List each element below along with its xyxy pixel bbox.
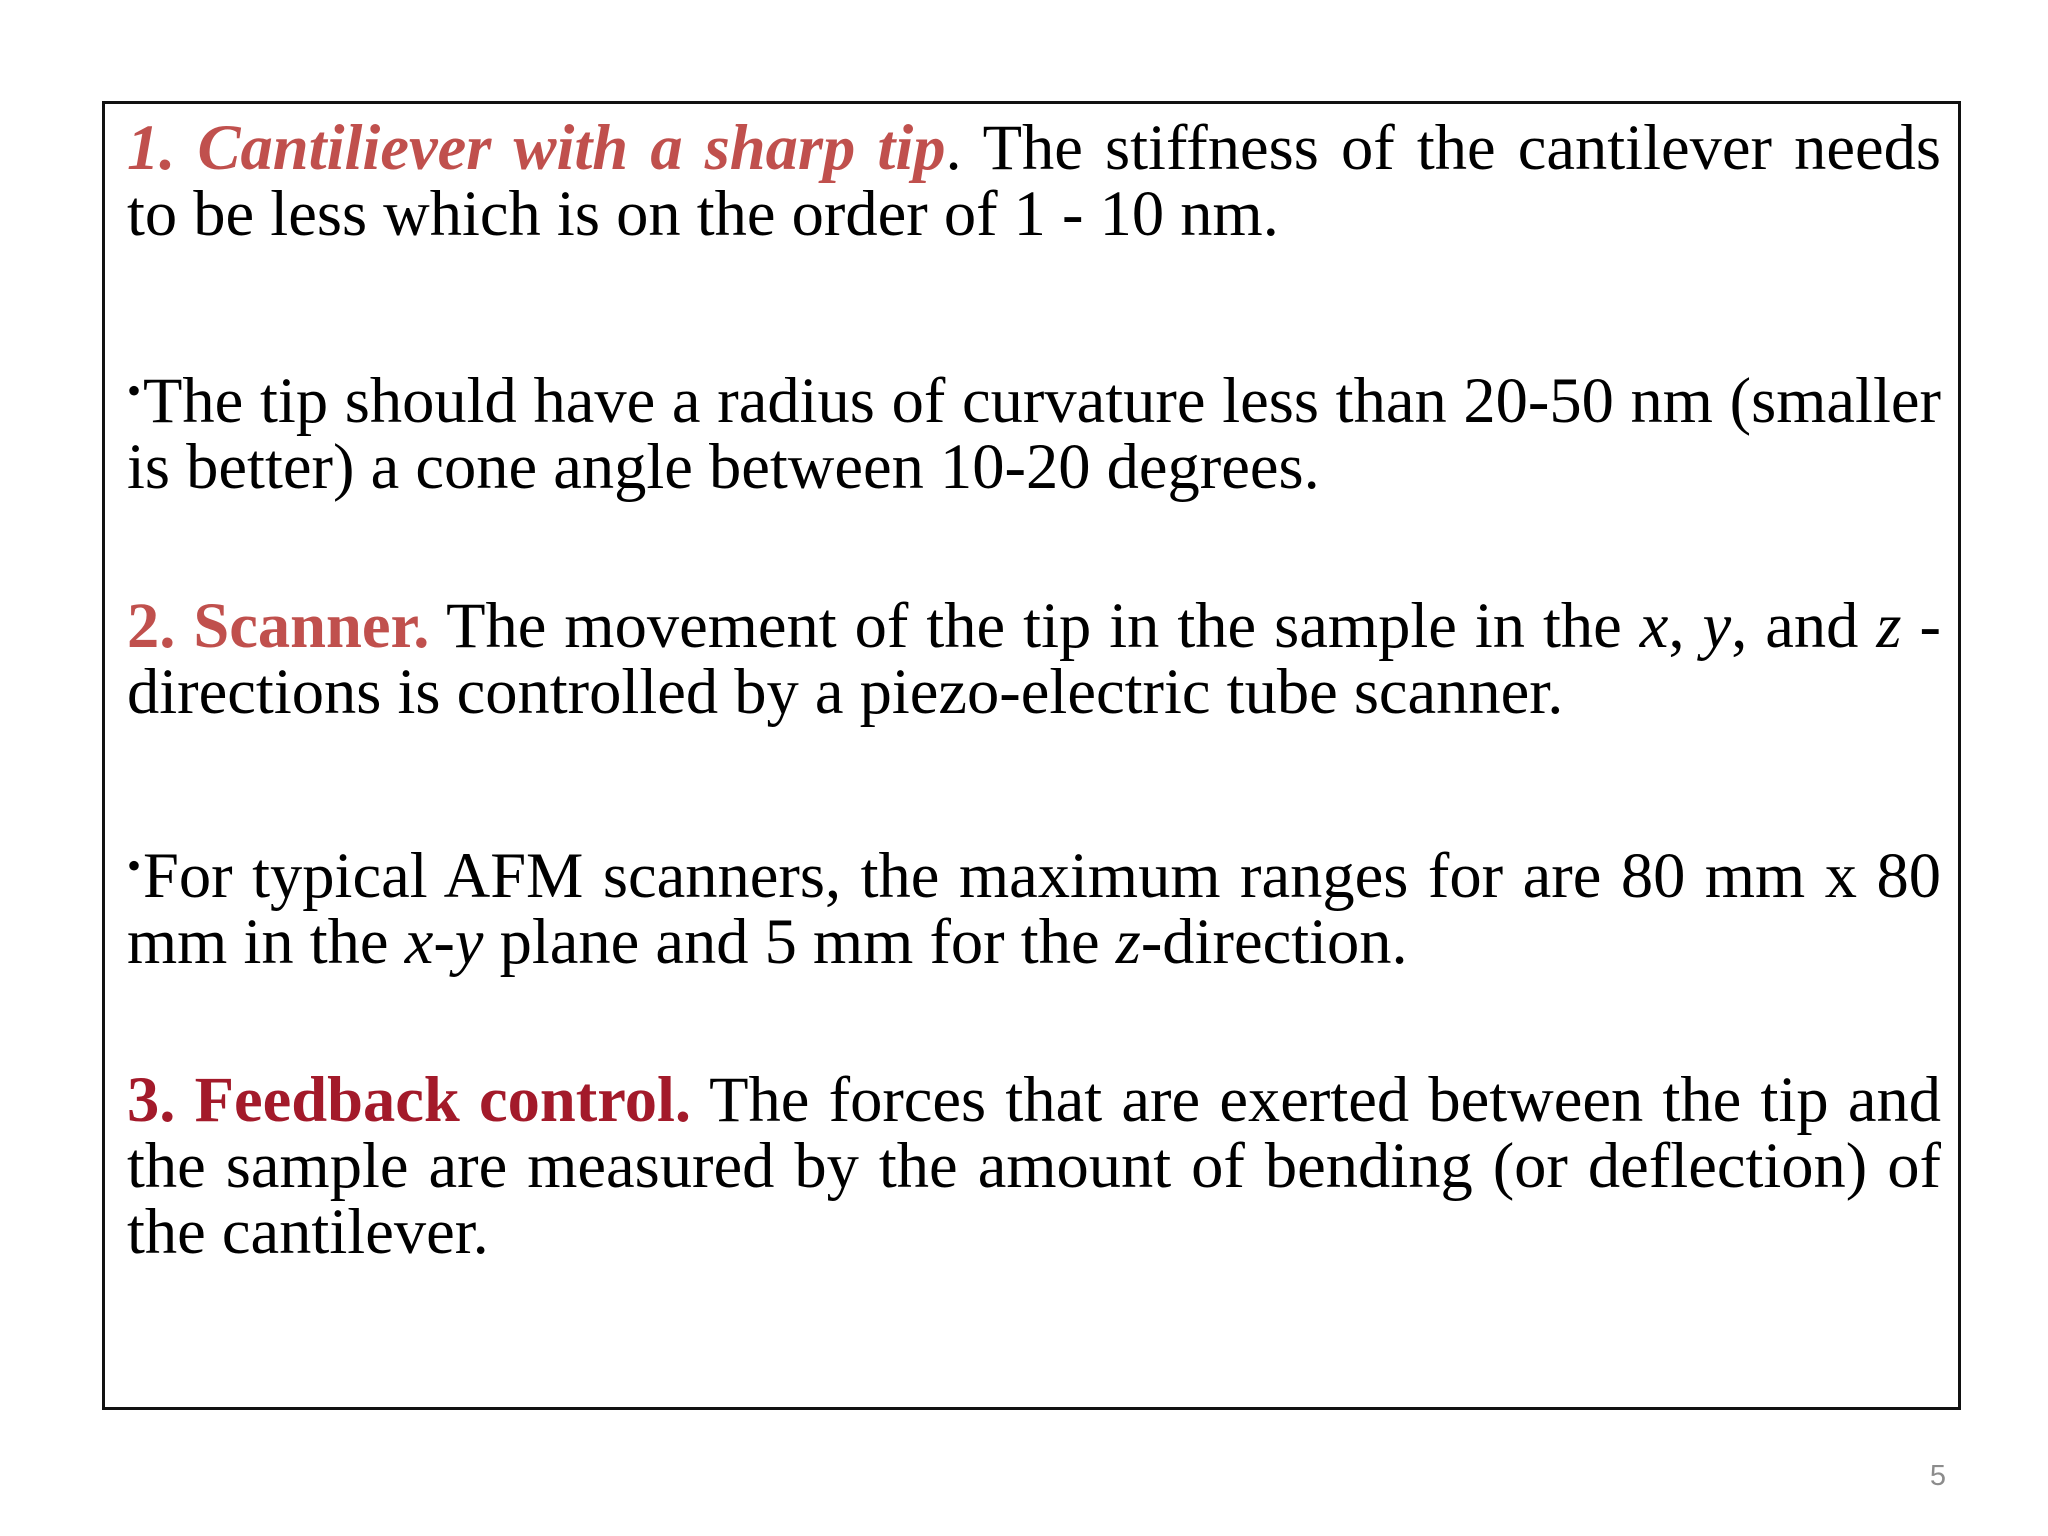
item-feedback-control (127, 1064, 1941, 1267)
var-z: z (1876, 590, 1902, 661)
sep-1: , (1668, 590, 1703, 661)
var-x: x (1639, 590, 1669, 661)
bullet-marker: • (127, 843, 142, 888)
bullet-tip-radius (127, 358, 1941, 500)
item-scanner-text-b: -directions is controlled by a piezo-electric tube scanner. (127, 590, 1941, 727)
bullet-scanner-ranges-text-a: For typical AFM scanners, the maximum ranges for are 80 mm x 80 mm in the (127, 840, 1941, 977)
item-cantilever-heading: 1. Cantiliever with a sharp tip (127, 112, 946, 183)
item-cantilever (127, 112, 1941, 249)
var-y: y (1702, 590, 1732, 661)
bullet-tip-radius-text: The tip should have a radius of curvature less than 20-50 nm (smaller is better) a cone angle between 10-20 degrees. (127, 365, 1941, 502)
item-feedback-control-text: The forces that are exerted between the tip and the sample are measured by the amount of bending (or deflection) of the cantilever. (127, 1064, 1941, 1267)
bullet-scanner-ranges (127, 833, 1941, 975)
item-cantilever-text: . The stiffness of the cantilever needs to be less which is on the order of 1 - 10 nm. (127, 112, 1941, 249)
var-z: z (1115, 906, 1141, 977)
bullet-scanner-ranges-text-b: plane and 5 mm for the (483, 906, 1116, 977)
slide-content-frame (102, 101, 1961, 1410)
bullet-marker: • (127, 368, 142, 413)
item-scanner-text-a: The movement of the tip in the sample in the (429, 590, 1640, 661)
bullet-scanner-ranges-text-c: -direction. (1140, 906, 1408, 977)
sep-2: , and (1731, 590, 1877, 661)
var-xy: x-y (404, 906, 484, 977)
item-scanner-heading: 2. Scanner. (127, 590, 430, 661)
item-scanner (127, 590, 1941, 727)
page-number: 5 (1929, 1460, 1946, 1492)
item-feedback-control-heading: 3. Feedback control. (127, 1064, 691, 1135)
